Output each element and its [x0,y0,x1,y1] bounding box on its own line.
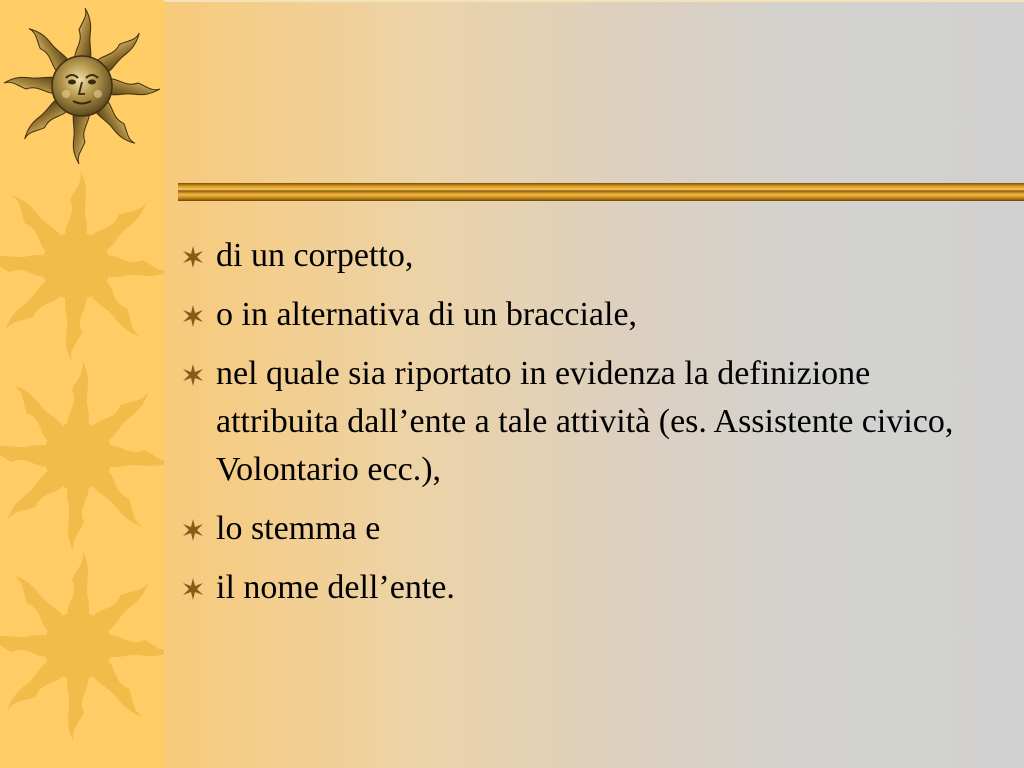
bullet-text: di un corpetto, [216,237,414,274]
bullet-text: lo stemma e [216,510,381,547]
sun-icon [0,170,164,362]
star-bullet-icon [180,244,206,270]
star-bullet-icon [180,303,206,329]
bullet-text: nel quale sia riportato in evidenza la definizione attribuita dall’ente a tale attività (es. Assistente civico, Volontario ecc.), [216,355,954,488]
star-bullet-icon [180,576,206,602]
sun-icon [0,360,164,552]
list-item [180,291,980,339]
sun-icon [0,550,164,742]
list-item [180,505,980,553]
list-item [180,350,980,494]
star-bullet-icon [180,517,206,543]
list-item [180,232,980,280]
bullet-text: il nome dell’ente. [216,569,455,606]
bronze-sun-face-icon [4,8,160,164]
sun-sidebar [0,0,164,768]
star-bullet-icon [180,362,206,388]
bullet-list [180,232,980,623]
bullet-text: o in alternativa di un bracciale, [216,296,638,333]
sun-sidebar-art [0,0,164,768]
top-edge-line [164,0,1024,2]
title-divider-bar [178,181,1024,203]
list-item [180,564,980,612]
